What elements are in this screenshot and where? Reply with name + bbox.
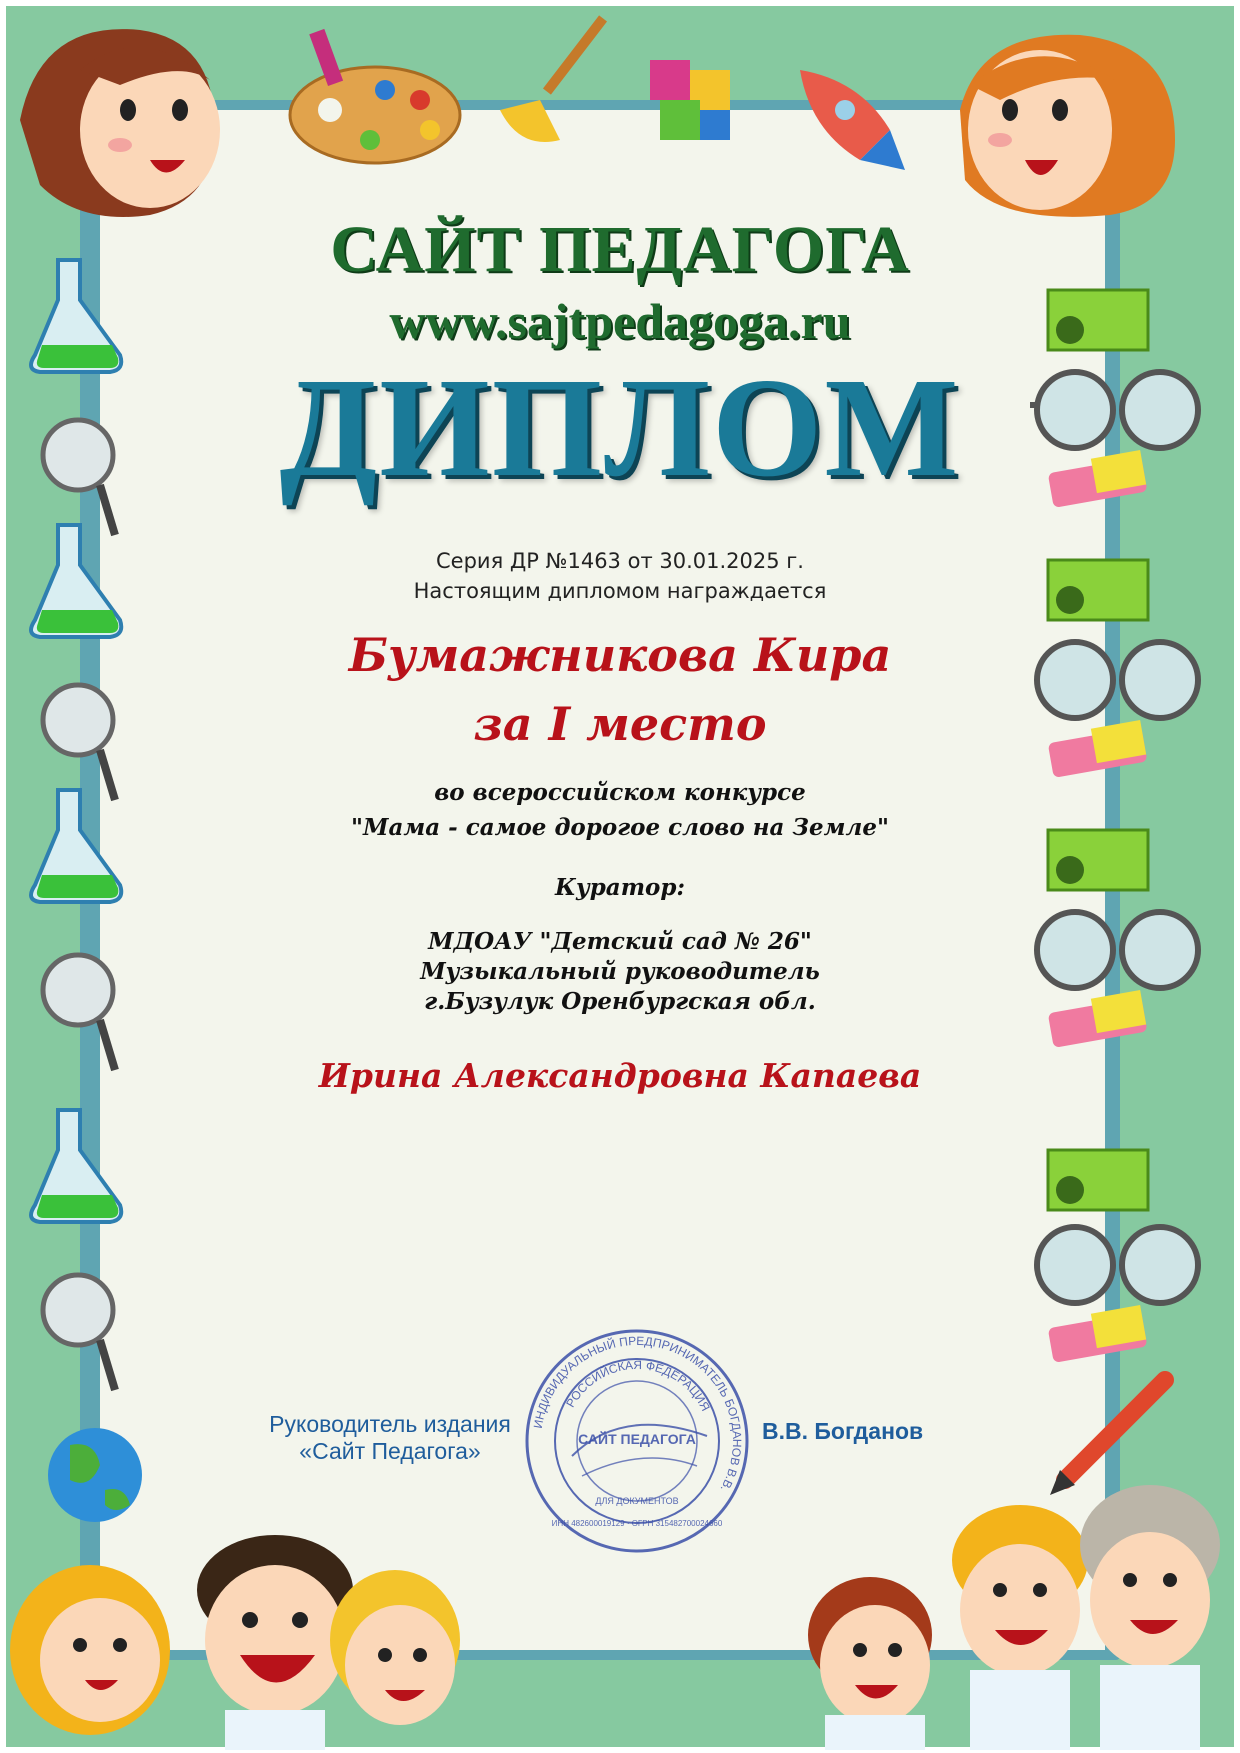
flask-icon bbox=[31, 1110, 121, 1222]
paint-palette-icon bbox=[290, 29, 460, 163]
curator-name: Ирина Александровна Капаева bbox=[318, 1056, 922, 1095]
girl-face-icon bbox=[960, 35, 1175, 217]
publisher-head-label-line2: «Сайт Педагога» bbox=[299, 1438, 481, 1464]
stamp-ids-text: ИНН 482600019129 · ОГРН 315482700024660 bbox=[551, 1519, 723, 1528]
girl-face-icon bbox=[20, 29, 220, 217]
site-name: САЙТ ПЕДАГОГА bbox=[330, 213, 910, 286]
puzzle-icon bbox=[650, 60, 730, 140]
publisher-head-name: В.В. Богданов bbox=[762, 1418, 924, 1444]
awarded-text: Настоящим дипломом награждается bbox=[413, 579, 827, 603]
paint-brush-icon bbox=[500, 18, 616, 142]
site-url: www.sajtpedagoga.ru bbox=[389, 293, 851, 349]
stamp-bottom-text: ДЛЯ ДОКУМЕНТОВ bbox=[595, 1496, 679, 1506]
institution: МДОАУ "Детский сад № 26" bbox=[428, 928, 812, 955]
eraser-icon bbox=[1048, 1305, 1148, 1363]
magnifier-icon bbox=[43, 1275, 115, 1390]
rocket-icon bbox=[800, 70, 905, 170]
glasses-icon bbox=[1037, 1227, 1198, 1303]
curator-position: Музыкальный руководитель bbox=[420, 958, 820, 985]
recipient-name: Бумажникова Кира bbox=[348, 628, 892, 682]
publisher-head-label-line1: Руководитель издания bbox=[269, 1411, 511, 1437]
sharpener-icon bbox=[1048, 1150, 1148, 1210]
curator-label: Куратор: bbox=[555, 874, 685, 901]
official-stamp bbox=[522, 1326, 752, 1556]
award-place: за I место bbox=[473, 697, 767, 751]
stamp-ring-inner-text: РОССИЙСКАЯ ФЕДЕРАЦИЯ bbox=[563, 1357, 713, 1414]
globe-icon bbox=[48, 1428, 142, 1522]
stamp-ring-outer-text: ИНДИВИДУАЛЬНЫЙ ПРЕДПРИНИМАТЕЛЬ БОГДАНОВ В.В. bbox=[530, 1333, 745, 1495]
diploma-title: ДИПЛОМ bbox=[279, 348, 961, 506]
contest-line-1: во всероссийском конкурсе bbox=[434, 779, 806, 806]
series-number: Серия ДР №1463 от 30.01.2025 г. bbox=[436, 549, 804, 573]
curator-city: г.Бузулук Оренбургская обл. bbox=[424, 988, 816, 1015]
publisher-head-label bbox=[240, 1411, 540, 1465]
stamp-center-text: САЙТ ПЕДАГОГА bbox=[578, 1431, 696, 1447]
contest-line-2: "Мама - самое дорогое слово на Земле" bbox=[351, 814, 889, 841]
pencil-icon bbox=[1050, 1380, 1165, 1495]
